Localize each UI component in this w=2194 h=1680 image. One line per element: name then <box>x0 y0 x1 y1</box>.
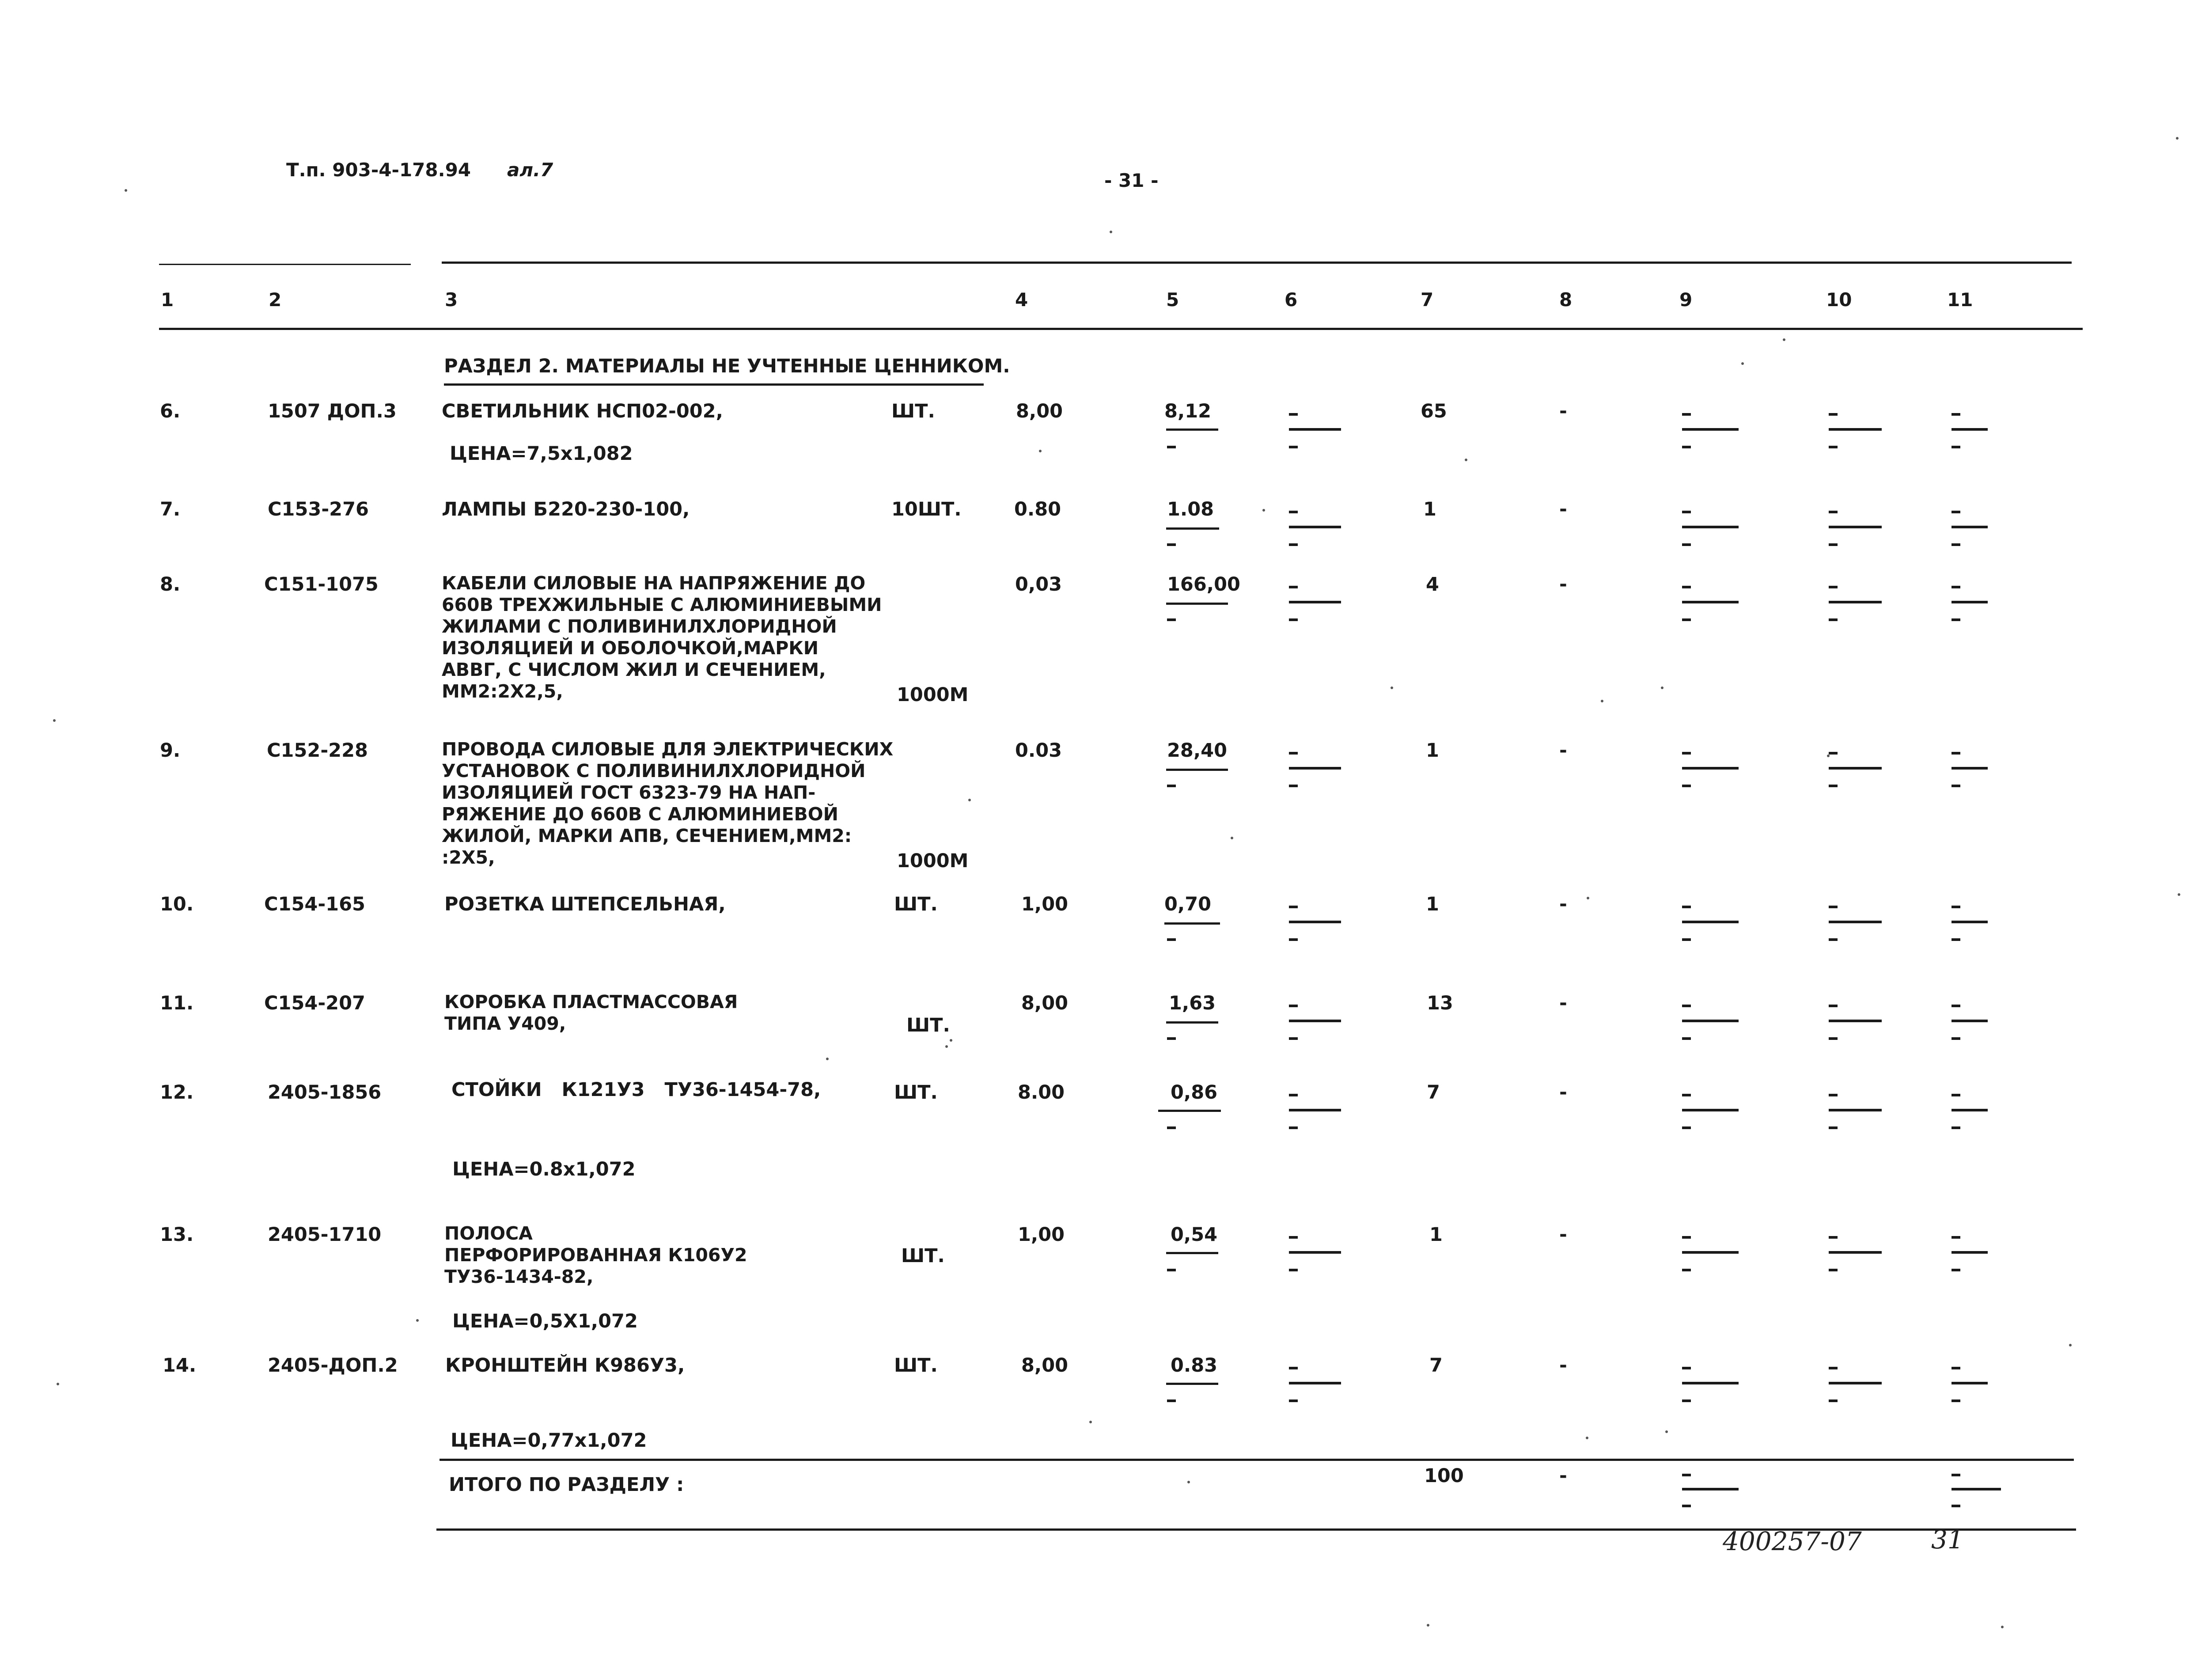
row-total: 1 <box>1423 498 1436 520</box>
dash-mark <box>1682 1474 1691 1476</box>
scan-speck <box>2001 1626 2004 1628</box>
dash-mark <box>1289 1109 1341 1111</box>
dash-mark <box>1951 618 1960 621</box>
row-total: 13 <box>1427 992 1453 1014</box>
dash-mark <box>1167 1126 1176 1129</box>
dash-mark <box>1682 543 1691 546</box>
scan-speck <box>53 719 56 722</box>
table-top-rule-left <box>159 264 411 265</box>
dash-mark <box>1951 511 1960 513</box>
scan-speck <box>826 1058 829 1060</box>
dash-mark <box>1167 1269 1176 1271</box>
column-header-8: 8 <box>1559 289 1573 311</box>
column-header-11: 11 <box>1947 289 1973 311</box>
row-quantity: 0,03 <box>1015 573 1062 595</box>
dash-mark <box>1951 1382 1988 1384</box>
row-total: 1 <box>1429 1224 1443 1246</box>
dash-mark <box>1951 526 1988 528</box>
row-price: 0,86 <box>1171 1081 1218 1104</box>
dash-mark <box>1289 921 1341 923</box>
scan-speck <box>1089 1421 1092 1423</box>
dash-mark <box>1289 543 1298 546</box>
scan-speck <box>1427 1624 1429 1627</box>
row-dash: - <box>1559 992 1567 1014</box>
scan-speck <box>1741 362 1744 365</box>
total-dash: - <box>1559 1465 1567 1487</box>
row-quantity: 8,00 <box>1021 1354 1069 1377</box>
dash-mark <box>1951 586 1960 588</box>
dash-mark <box>1289 1367 1298 1369</box>
dash-mark <box>1682 785 1691 787</box>
scan-speck <box>1465 459 1467 461</box>
row-quantity: 8.00 <box>1018 1081 1065 1104</box>
dash-mark <box>1951 543 1960 546</box>
row-price: 0.83 <box>1171 1354 1218 1377</box>
row-quantity: 0.03 <box>1015 740 1062 762</box>
dash-mark <box>1289 618 1298 621</box>
scan-speck <box>1262 509 1265 512</box>
scan-speck <box>1391 686 1393 689</box>
handwritten-inventory-number: 400257-07 <box>1723 1526 1862 1556</box>
dash-mark <box>1951 1367 1960 1369</box>
dash-mark <box>1829 752 1838 755</box>
scan-speck <box>1039 450 1042 452</box>
dash-mark <box>1829 1037 1838 1040</box>
dash-mark <box>1829 906 1838 908</box>
row-number: 8. <box>160 573 181 595</box>
row-unit: ШТ. <box>894 1081 938 1104</box>
row-code: 2405-1710 <box>268 1224 382 1246</box>
dash-mark <box>1829 428 1882 431</box>
scan-speck <box>1587 897 1589 899</box>
row-price-note: ЦЕНА=7,5x1,082 <box>450 443 633 465</box>
row-dash: - <box>1559 573 1567 595</box>
row-description: КАБЕЛИ СИЛОВЫЕ НА НАПРЯЖЕНИЕ ДО 660В ТРЕХЖИЛЬНЫЕ С АЛЮМИНИЕВЫМИ ЖИЛАМИ С ПОЛИВИНИЛХЛОРИДНОЙ ИЗОЛЯЦИЕЙ И ОБОЛОЧКОЙ,МАРКИ АВВГ, С ЧИСЛОМ ЖИЛ И СЕЧЕНИЕМ, ММ2:2Х2,5, <box>442 573 882 702</box>
dash-mark <box>1829 601 1882 603</box>
dash-mark <box>1829 511 1838 513</box>
row-code: 2405-ДОП.2 <box>268 1354 398 1377</box>
scan-speck <box>2178 893 2180 896</box>
dash-mark <box>1682 1094 1691 1096</box>
row-quantity: 1,00 <box>1021 893 1069 915</box>
dash-mark <box>1682 1020 1739 1022</box>
dash-mark <box>1951 1020 1988 1022</box>
dash-mark <box>1951 1505 1960 1507</box>
row-quantity: 8,00 <box>1016 400 1063 422</box>
dash-mark <box>1682 906 1691 908</box>
total-top-rule <box>440 1459 2074 1461</box>
row-unit: ШТ. <box>894 1354 938 1377</box>
dash-mark <box>1829 543 1838 546</box>
row-price-note: ЦЕНА=0.8x1,072 <box>452 1158 636 1180</box>
dash-mark <box>1289 428 1341 431</box>
dash-mark <box>1951 413 1960 416</box>
dash-mark <box>1951 601 1988 603</box>
dash-mark <box>1682 586 1691 588</box>
dash-mark <box>1829 1251 1882 1254</box>
dash-mark <box>1289 413 1298 416</box>
row-price-note: ЦЕНА=0,77x1,072 <box>451 1430 647 1452</box>
dash-mark <box>1289 586 1298 588</box>
row-price-note: ЦЕНА=0,5Х1,072 <box>452 1310 638 1332</box>
dash-mark <box>1682 1126 1691 1129</box>
dash-mark <box>1682 428 1739 431</box>
price-underline <box>1158 1110 1221 1112</box>
dash-mark <box>1829 618 1838 621</box>
row-total: 1 <box>1426 893 1439 915</box>
row-code: С154-207 <box>264 992 365 1014</box>
dash-mark <box>1289 767 1341 770</box>
row-price: 1.08 <box>1167 498 1214 520</box>
dash-mark <box>1167 1399 1176 1402</box>
dash-mark <box>1682 1236 1691 1239</box>
dash-mark <box>1289 1020 1341 1022</box>
dash-mark <box>1829 1269 1838 1271</box>
dash-mark <box>1682 921 1739 923</box>
row-price: 166,00 <box>1167 573 1240 595</box>
dash-mark <box>1951 1488 2001 1490</box>
handwritten-sheet-number: 31 <box>1931 1525 1964 1555</box>
row-description: КОРОБКА ПЛАСТМАССОВАЯ ТИПА У409, <box>444 991 738 1034</box>
row-code: С151-1075 <box>264 573 379 595</box>
row-price: 8,12 <box>1164 400 1212 422</box>
dash-mark <box>1682 1037 1691 1040</box>
column-header-10: 10 <box>1826 289 1852 311</box>
row-code: С153-276 <box>268 498 369 520</box>
row-unit: ШТ. <box>901 1245 945 1267</box>
dash-mark <box>1167 618 1176 621</box>
dash-mark <box>1682 1109 1739 1111</box>
scan-speck <box>945 1045 948 1048</box>
dash-mark <box>1289 1251 1341 1254</box>
dash-mark <box>1682 1269 1691 1271</box>
scan-speck <box>125 189 127 192</box>
scan-speck <box>1110 231 1112 233</box>
dash-mark <box>1829 1005 1838 1007</box>
row-code: С152-228 <box>267 740 368 762</box>
dash-mark <box>1951 446 1960 448</box>
row-dash: - <box>1559 1224 1567 1246</box>
scan-speck <box>968 799 971 801</box>
row-price: 28,40 <box>1167 740 1228 762</box>
dash-mark <box>1289 601 1341 603</box>
dash-mark <box>1829 1367 1838 1369</box>
row-number: 10. <box>160 893 194 915</box>
dash-mark <box>1289 1382 1341 1384</box>
dash-mark <box>1951 1094 1960 1096</box>
column-header-9: 9 <box>1679 289 1693 311</box>
row-description: ЛАМПЫ Б220-230-100, <box>442 498 690 520</box>
row-dash: - <box>1559 1354 1567 1377</box>
row-quantity: 0.80 <box>1014 498 1061 520</box>
row-total: 4 <box>1426 573 1439 595</box>
dash-mark <box>1289 1126 1298 1129</box>
row-code: С154-165 <box>264 893 365 915</box>
scan-speck <box>2069 1344 2072 1346</box>
dash-mark <box>1289 1399 1298 1402</box>
dash-mark <box>1167 938 1176 941</box>
dash-mark <box>1829 1020 1882 1022</box>
dash-mark <box>1829 1382 1882 1384</box>
dash-mark <box>1829 446 1838 448</box>
table-top-rule <box>442 262 2072 264</box>
dash-mark <box>1682 511 1691 513</box>
dash-mark <box>1951 752 1960 755</box>
dash-mark <box>1829 785 1838 787</box>
price-underline <box>1166 1021 1218 1024</box>
header-bottom-rule <box>159 328 2083 330</box>
dash-mark <box>1289 526 1341 528</box>
row-unit: 1000М <box>897 684 969 706</box>
dash-mark <box>1682 938 1691 941</box>
dash-mark <box>1682 1399 1691 1402</box>
row-code: 1507 ДОП.3 <box>268 400 397 422</box>
row-description: ПРОВОДА СИЛОВЫЕ ДЛЯ ЭЛЕКТРИЧЕСКИХ УСТАНОВОК С ПОЛИВИНИЛХЛОРИДНОЙ ИЗОЛЯЦИЕЙ ГОСТ 6323-79 НА НАП- РЯЖЕНИЕ ДО 660В С АЛЮМИНИЕВОЙ ЖИЛОЙ, МАРКИ АПВ, СЕЧЕНИЕМ,ММ2: :2Х5, <box>442 739 894 868</box>
dash-mark <box>1682 446 1691 448</box>
dash-mark <box>1829 526 1882 528</box>
row-unit: ШТ. <box>894 893 938 915</box>
dash-mark <box>1289 1269 1298 1271</box>
section-title-underline <box>444 383 984 386</box>
row-unit: 10ШТ. <box>891 498 962 520</box>
dash-mark <box>1167 543 1176 546</box>
dash-mark <box>1682 618 1691 621</box>
scan-speck <box>1601 700 1603 702</box>
scan-speck <box>1827 755 1830 757</box>
dash-mark <box>1829 1399 1838 1402</box>
dash-mark <box>1951 1005 1960 1007</box>
dash-mark <box>1829 586 1838 588</box>
column-header-5: 5 <box>1166 289 1179 311</box>
dash-mark <box>1951 1037 1960 1040</box>
row-number: 9. <box>160 740 181 762</box>
row-unit: ШТ. <box>906 1014 950 1036</box>
row-description: СТОЙКИ К121У3 ТУ36-1454-78, <box>451 1079 821 1101</box>
dash-mark <box>1682 1382 1739 1384</box>
dash-mark <box>1951 1474 1960 1476</box>
dash-mark <box>1951 1126 1960 1129</box>
row-number: 11. <box>160 992 194 1014</box>
dash-mark <box>1289 938 1298 941</box>
row-quantity: 1,00 <box>1018 1224 1065 1246</box>
section-title: РАЗДЕЛ 2. МАТЕРИАЛЫ НЕ УЧТЕННЫЕ ЦЕННИКОМ. <box>444 355 1010 377</box>
total-amount: 100 <box>1424 1465 1464 1487</box>
scan-speck <box>416 1319 419 1322</box>
dash-mark <box>1951 1269 1960 1271</box>
row-price: 1,63 <box>1169 992 1216 1014</box>
column-header-7: 7 <box>1421 289 1434 311</box>
total-label: ИТОГО ПО РАЗДЕЛУ : <box>449 1474 684 1496</box>
row-total: 7 <box>1429 1354 1443 1377</box>
scan-speck <box>2176 137 2179 140</box>
dash-mark <box>1289 1236 1298 1239</box>
price-underline <box>1166 769 1228 771</box>
dash-mark <box>1289 752 1298 755</box>
row-number: 7. <box>160 498 181 520</box>
dash-mark <box>1951 1109 1988 1111</box>
row-unit: ШТ. <box>891 400 935 422</box>
row-description: СВЕТИЛЬНИК НСП02-002, <box>442 400 723 422</box>
dash-mark <box>1289 785 1298 787</box>
dash-mark <box>1951 428 1988 431</box>
dash-mark <box>1951 1236 1960 1239</box>
dash-mark <box>1289 446 1298 448</box>
row-total: 1 <box>1426 740 1439 762</box>
dash-mark <box>1289 511 1298 513</box>
scan-speck <box>1231 837 1233 839</box>
dash-mark <box>1167 446 1176 448</box>
dash-mark <box>1951 767 1988 770</box>
scan-speck <box>1665 1430 1668 1433</box>
scan-speck <box>1783 338 1785 341</box>
dash-mark <box>1289 1094 1298 1096</box>
row-quantity: 8,00 <box>1021 992 1069 1014</box>
row-number: 14. <box>163 1354 197 1377</box>
dash-mark <box>1829 1094 1838 1096</box>
price-underline <box>1166 603 1228 605</box>
row-dash: - <box>1559 740 1567 762</box>
scan-speck <box>1187 1481 1190 1483</box>
column-header-2: 2 <box>269 289 282 311</box>
dash-mark <box>1682 413 1691 416</box>
row-number: 13. <box>160 1224 194 1246</box>
dash-mark <box>1682 1251 1739 1254</box>
row-dash: - <box>1559 498 1567 520</box>
column-header-4: 4 <box>1015 289 1028 311</box>
dash-mark <box>1289 1005 1298 1007</box>
dash-mark <box>1167 785 1176 787</box>
scan-speck <box>950 1039 952 1042</box>
dash-mark <box>1682 1488 1739 1490</box>
dash-mark <box>1951 785 1960 787</box>
price-underline <box>1166 1252 1218 1254</box>
dash-mark <box>1682 1005 1691 1007</box>
dash-mark <box>1682 601 1739 603</box>
row-description: КРОНШТЕЙН К986У3, <box>445 1354 685 1377</box>
row-dash: - <box>1559 1081 1567 1104</box>
price-underline <box>1166 429 1218 431</box>
dash-mark <box>1682 752 1691 755</box>
scan-speck <box>1586 1437 1588 1439</box>
row-number: 12. <box>160 1081 194 1104</box>
document-code: Т.п. 903-4-178.94 <box>286 159 471 181</box>
scan-speck <box>57 1383 59 1385</box>
dash-mark <box>1682 767 1739 770</box>
row-description: ПОЛОСА ПЕРФОРИРОВАННАЯ К106У2 ТУ36-1434-82, <box>444 1223 747 1287</box>
dash-mark <box>1951 921 1988 923</box>
dash-mark <box>1829 1126 1838 1129</box>
price-underline <box>1164 922 1220 925</box>
dash-mark <box>1289 1037 1298 1040</box>
row-price: 0,54 <box>1171 1224 1218 1246</box>
album-number: ал.7 <box>507 159 553 181</box>
dash-mark <box>1682 526 1739 528</box>
row-dash: - <box>1559 400 1567 422</box>
row-number: 6. <box>160 400 181 422</box>
dash-mark <box>1829 767 1882 770</box>
price-underline <box>1166 527 1219 530</box>
scan-speck <box>1661 686 1663 689</box>
column-header-1: 1 <box>161 289 174 311</box>
row-unit: 1000М <box>897 850 969 872</box>
column-header-3: 3 <box>445 289 458 311</box>
dash-mark <box>1951 1251 1988 1254</box>
column-header-6: 6 <box>1285 289 1298 311</box>
dash-mark <box>1289 906 1298 908</box>
dash-mark <box>1829 413 1838 416</box>
price-underline <box>1166 1383 1218 1385</box>
dash-mark <box>1829 1109 1882 1111</box>
row-total: 65 <box>1421 400 1447 422</box>
row-code: 2405-1856 <box>268 1081 382 1104</box>
dash-mark <box>1829 1236 1838 1239</box>
dash-mark <box>1951 1399 1960 1402</box>
row-total: 7 <box>1427 1081 1440 1104</box>
dash-mark <box>1829 938 1838 941</box>
dash-mark <box>1682 1367 1691 1369</box>
row-dash: - <box>1559 893 1567 915</box>
row-description: РОЗЕТКА ШТЕПСЕЛЬНАЯ, <box>444 893 726 915</box>
page-number: - 31 - <box>1104 170 1159 191</box>
dash-mark <box>1829 921 1882 923</box>
dash-mark <box>1167 1037 1176 1040</box>
dash-mark <box>1951 938 1960 941</box>
dash-mark <box>1951 906 1960 908</box>
row-price: 0,70 <box>1164 893 1212 915</box>
dash-mark <box>1682 1505 1691 1507</box>
